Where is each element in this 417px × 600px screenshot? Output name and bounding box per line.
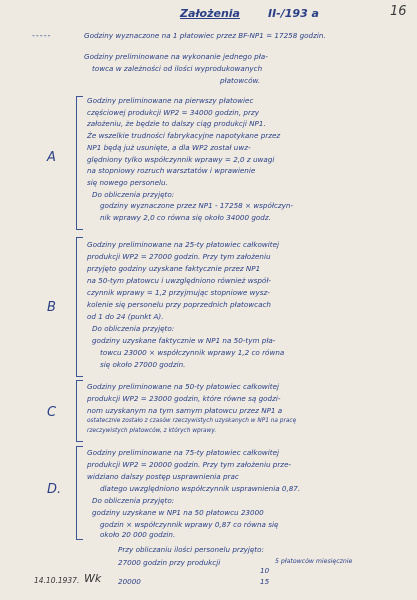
personnel-row1-hours: 27000 godzin przy produkcji [118,558,221,567]
intro-line: Godziny preliminowane na wykonanie jednego pła- [84,52,268,61]
section-b-line: produkcji WP2 = 27000 godzin. Przy tym założeniu [87,252,271,261]
section-d-line: około 20 000 godzin. [100,530,176,539]
section-d-line: produkcji WP2 = 20000 godzin. Przy tym założeniu prze- [87,460,292,469]
section-a-line: ględniony tylko współczynnik wprawy = 2,0 z uwagi [87,155,275,164]
signature-initials: Wk [84,572,102,585]
section-b-line: się około 27000 godzin. [100,360,186,369]
section-a-line: godziny wyznaczone przez NP1 - 17258 × współczyn- [100,201,294,210]
personnel-heading: Przy obliczaniu ilości personelu przyjęto: [118,545,264,554]
section-d-line: Do obliczenia przyjęto: [92,496,175,505]
section-a-line: na stopniowy rozruch warsztatów i wprawienie [87,166,256,175]
section-b-line: od 1 do 24 (punkt A). [87,312,164,321]
personnel-row1-planes: 5 płatowców miesięcznie [275,558,353,565]
section-c-line: ostatecznie zostało z czasów rzeczywistych uzyskanych w NP1 na pracę [87,418,297,424]
section-c-line: nom uzyskanym na tym samym płatowcu przez NP1 a [87,406,283,415]
page-title: Założenia [180,7,240,20]
document-date: 14.10.1937. [34,576,80,585]
section-c-line: Godziny preliminowane na 50-ty płatowiec całkowitej [87,382,280,391]
section-b-line: godziny uzyskane faktycznie w NP1 na 50-tym pła- [92,336,276,345]
section-b-label: B [47,300,56,315]
section-a-line: częściowej produkcji WP2 = 34000 godzin, przy [87,108,259,117]
section-d-line: godziny uzyskane w NP1 na 50 płatowcu 23000 [92,508,264,517]
section-b-line: Godziny preliminowane na 25-ty płatowiec całkowitej [87,240,280,249]
section-d-line: widziano dalszy postęp usprawnienia prac [87,472,239,481]
intro-line: płatowców. [220,76,261,85]
section-c-line: produkcji WP2 = 23000 godzin, które równe są godzi- [87,394,281,403]
section-c-line: rzeczywistych płatowców, z których wprawy. [87,428,217,434]
section-d-brace [76,446,83,540]
section-c-brace [76,380,83,442]
personnel-row2-count: 15 [260,577,270,586]
section-a-line: Do obliczenia przyjęto: [92,190,175,199]
section-a-line: założeniu, że będzie to dalszy ciąg produkcji NP1. [87,119,266,128]
section-a-label: A [47,150,56,165]
section-d-line: dlatego uwzględniono współczynnik usprawnienia 0,87. [100,484,301,493]
section-c-label: C [47,405,57,420]
intro-line: Godziny wyznaczone na 1 płatowiec przez BF-NP1 = 17258 godzin. [84,31,326,40]
personnel-row2-hours: 20000 [118,577,141,586]
intro-dash: ----- [32,31,52,40]
section-d-label: D. [47,482,62,497]
section-a-line: NP1 będą już usunięte, a dla WP2 został uwz- [87,143,251,152]
section-b-brace [76,237,83,377]
section-d-line: godzin × współczynnik wprawy 0,87 co równa się [100,520,279,529]
section-d-line: Godziny preliminowane na 75-ty płatowiec całkowitej [87,448,280,457]
section-b-line: na 50-tym płatowcu i uwzględniono również współ- [87,276,271,285]
page-number: 16 [390,4,407,19]
document-number: II-/193 a [268,7,319,20]
personnel-row1-count: 10 [260,566,270,575]
section-b-line: przyjęto godziny uzyskane faktycznie przez NP1 [87,264,261,273]
intro-line: towca w zależności od ilości wyprodukowanych [92,64,263,73]
section-b-line: czynnik wprawy = 1,2 przyjmując stopniowe wysz- [87,288,270,297]
section-b-line: Do obliczenia przyjęto: [92,324,175,333]
section-b-line: towcu 23000 × współczynnik wprawy 1,2 co równa [100,348,285,357]
section-a-line: nik wprawy 2,0 co równa się około 34000 godz. [100,213,271,222]
section-a-line: Godziny preliminowane na pierwszy płatowiec [87,96,254,105]
section-a-line: się nowego personelu. [87,178,168,187]
section-a-brace [76,96,83,230]
section-b-line: kolenie się personelu przy poprzednich płatowcach [87,300,271,309]
section-a-line: Że wszelkie trudności fabrykacyjne napotykane przez [87,131,281,140]
